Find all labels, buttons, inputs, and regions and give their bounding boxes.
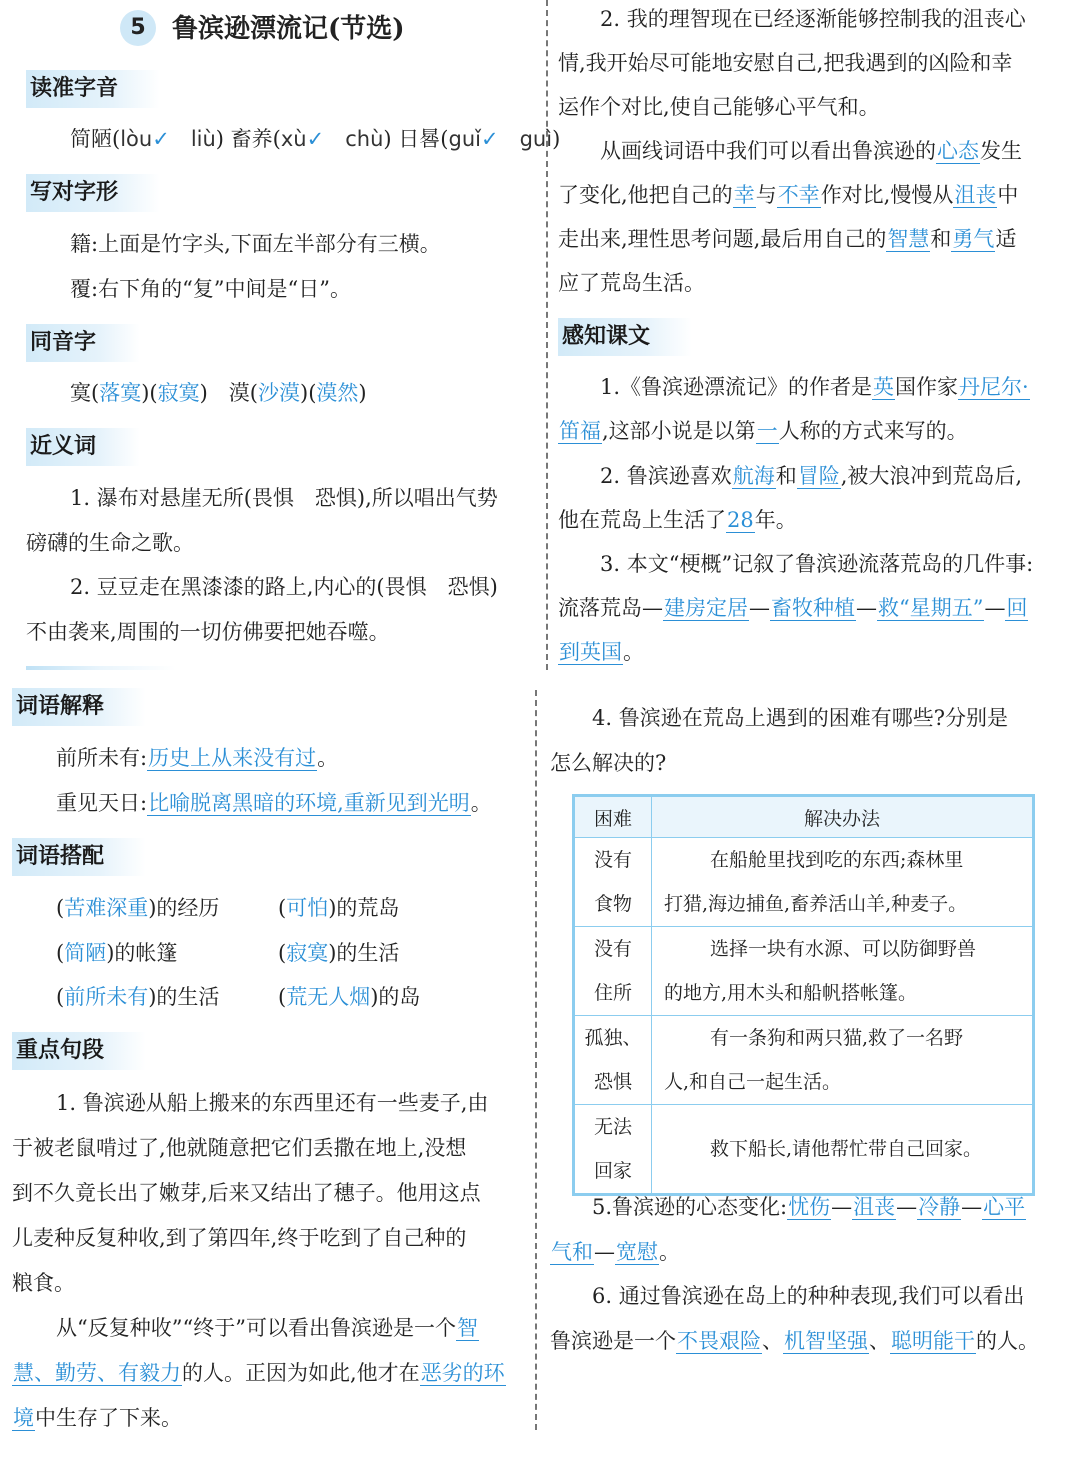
collocation-5: (前所未有)的生活 <box>56 985 220 1009</box>
right-analysis-line-2: 了变化,他把自己的幸与不幸作对比,慢慢从沮丧中 <box>558 183 1019 207</box>
synonym-sentence-2b: 不由袭来,周围的一切仿佛要把她吞噬。 <box>26 620 390 644</box>
perceive-q2-line-2: 他在荒岛上生活了28年。 <box>558 508 797 532</box>
question-5-line-2: 气和—宽慰。 <box>551 1240 680 1264</box>
right-passage-line-1: 2. 我的理智现在已经逐渐能够控制我的沮丧心 <box>600 7 1026 31</box>
collocation-2: (可怕)的荒岛 <box>278 896 400 920</box>
perceive-q2-line-1: 2. 鲁滨逊喜欢航海和冒险,被大浪冲到荒岛后, <box>600 464 1023 488</box>
table-header-solution: 解决办法 <box>652 796 1034 838</box>
key-passage-line-2: 于被老鼠啃过了,他就随意把它们丢撒在地上,没想 <box>12 1136 467 1160</box>
question-6-line-2: 鲁滨逊是一个不畏艰险、机智坚强、聪明能干的人。 <box>550 1329 1039 1353</box>
perceive-q1-line-2: 笛福,这部小说是以第一人称的方式来写的。 <box>559 419 968 443</box>
synonym-sentence-2a: 2. 豆豆走在黑漆漆的路上,内心的(畏惧 恐惧) <box>70 575 498 599</box>
perceive-text-heading: 感知课文 <box>558 318 692 356</box>
form-note-2: 覆:右下角的“复”中间是“日”。 <box>70 277 352 301</box>
question-6-line-1: 6. 通过鲁滨逊在岛上的种种表现,我们可以看出 <box>592 1284 1025 1308</box>
key-passage-line-3: 到不久竟长出了嫩芽,后来又结出了穗子。他用这点 <box>12 1181 481 1205</box>
key-passage-line-4: 儿麦种反复种收,到了第四年,终于吃到了自己种的 <box>12 1226 467 1250</box>
table-row: 孤独、 恐惧 有一条狗和两只猫,救了一名野 人,和自己一起生活。 <box>574 1016 1034 1105</box>
column-divider-bottom <box>535 690 537 1430</box>
collocation-6: (荒无人烟)的岛 <box>278 985 421 1009</box>
collocation-3: (简陋)的帐篷 <box>56 941 178 965</box>
character-form-heading: 写对字形 <box>26 174 160 212</box>
lesson-title: 鲁滨逊漂流记(节选) <box>172 14 405 44</box>
section-separator <box>26 666 176 670</box>
question-5-line-1: 5.鲁滨逊的心态变化:忧伤—沮丧—冷静—心平 <box>592 1195 1026 1219</box>
lesson-number-badge: 5 <box>120 10 156 46</box>
right-analysis-line-4: 应了荒岛生活。 <box>558 271 705 295</box>
collocation-heading: 词语搭配 <box>12 838 146 876</box>
pronunciation-line: 简陋(lòu✓ liù) 畜养(xù✓ chù) 日晷(guǐ✓ guì) <box>70 127 561 151</box>
perceive-q1-line-1: 1.《鲁滨逊漂流记》的作者是英国作家丹尼尔· <box>600 375 1029 399</box>
table-row: 没有 住所 选择一块有水源、可以防御野兽 的地方,用木头和船帆搭帐篷。 <box>574 927 1034 1016</box>
right-passage-line-3: 运作个对比,使自己能够心平气和。 <box>558 95 880 119</box>
right-analysis-line-1: 从画线词语中我们可以看出鲁滨逊的心态发生 <box>600 139 1022 163</box>
word-explanation-heading: 词语解释 <box>12 688 146 726</box>
question-4-line-2: 怎么解决的? <box>550 751 667 775</box>
explanation-1: 前所未有:历史上从来没有过。 <box>56 746 339 770</box>
pronunciation-heading: 读准字音 <box>26 70 160 108</box>
perceive-q3-line-2: 流落荒岛—建房定居—畜牧种植—救“星期五”—回 <box>558 596 1028 620</box>
explanation-2: 重见天日:比喻脱离黑暗的环境,重新见到光明。 <box>56 791 492 815</box>
table-header-difficulty: 困难 <box>574 796 652 838</box>
key-passage-line-5: 粮食。 <box>12 1271 75 1295</box>
analysis-line-1: 从“反复种收”“终于”可以看出鲁滨逊是一个智 <box>56 1316 478 1340</box>
synonym-sentence-1b: 磅礴的生命之歌。 <box>26 531 194 555</box>
key-passage-heading: 重点句段 <box>12 1032 146 1070</box>
perceive-q3-line-1: 3. 本文“梗概”记叙了鲁滨逊流落荒岛的几件事: <box>600 552 1034 576</box>
key-passage-line-1: 1. 鲁滨逊从船上搬来的东西里还有一些麦子,由 <box>56 1091 489 1115</box>
difficulty-solution-table <box>572 794 1035 1196</box>
homophone-heading: 同音字 <box>26 324 140 362</box>
perceive-q3-line-3: 到英国。 <box>559 640 644 664</box>
homophone-line: 寞(落寞)(寂寞) 漠(沙漠)(漠然) <box>70 381 367 405</box>
right-passage-line-2: 情,我开始尽可能地安慰自己,把我遇到的凶险和幸 <box>558 51 1013 75</box>
form-note-1: 籍:上面是竹字头,下面左半部分有三横。 <box>70 232 441 256</box>
analysis-line-3: 境中生存了下来。 <box>13 1406 182 1430</box>
question-4-line-1: 4. 鲁滨逊在荒岛上遇到的困难有哪些?分别是 <box>592 706 1008 730</box>
collocation-4: (寂寞)的生活 <box>278 941 400 965</box>
analysis-line-2: 慧、勤劳、有毅力的人。正因为如此,他才在恶劣的环 <box>13 1361 505 1385</box>
table-row: 没有 食物 在船舱里找到吃的东西;森林里 打猎,海边捕鱼,畜养活山羊,种麦子。 <box>574 838 1034 927</box>
right-analysis-line-3: 走出来,理性思考问题,最后用自己的智慧和勇气适 <box>558 227 1017 251</box>
table-row: 无法 回家 救下船长,请他帮忙带自己回家。 <box>574 1105 1034 1195</box>
synonym-heading: 近义词 <box>26 428 140 466</box>
synonym-sentence-1a: 1. 瀑布对悬崖无所(畏惧 恐惧),所以唱出气势 <box>70 486 498 510</box>
collocation-1: (苦难深重)的经历 <box>56 896 220 920</box>
column-divider-top <box>546 0 548 670</box>
